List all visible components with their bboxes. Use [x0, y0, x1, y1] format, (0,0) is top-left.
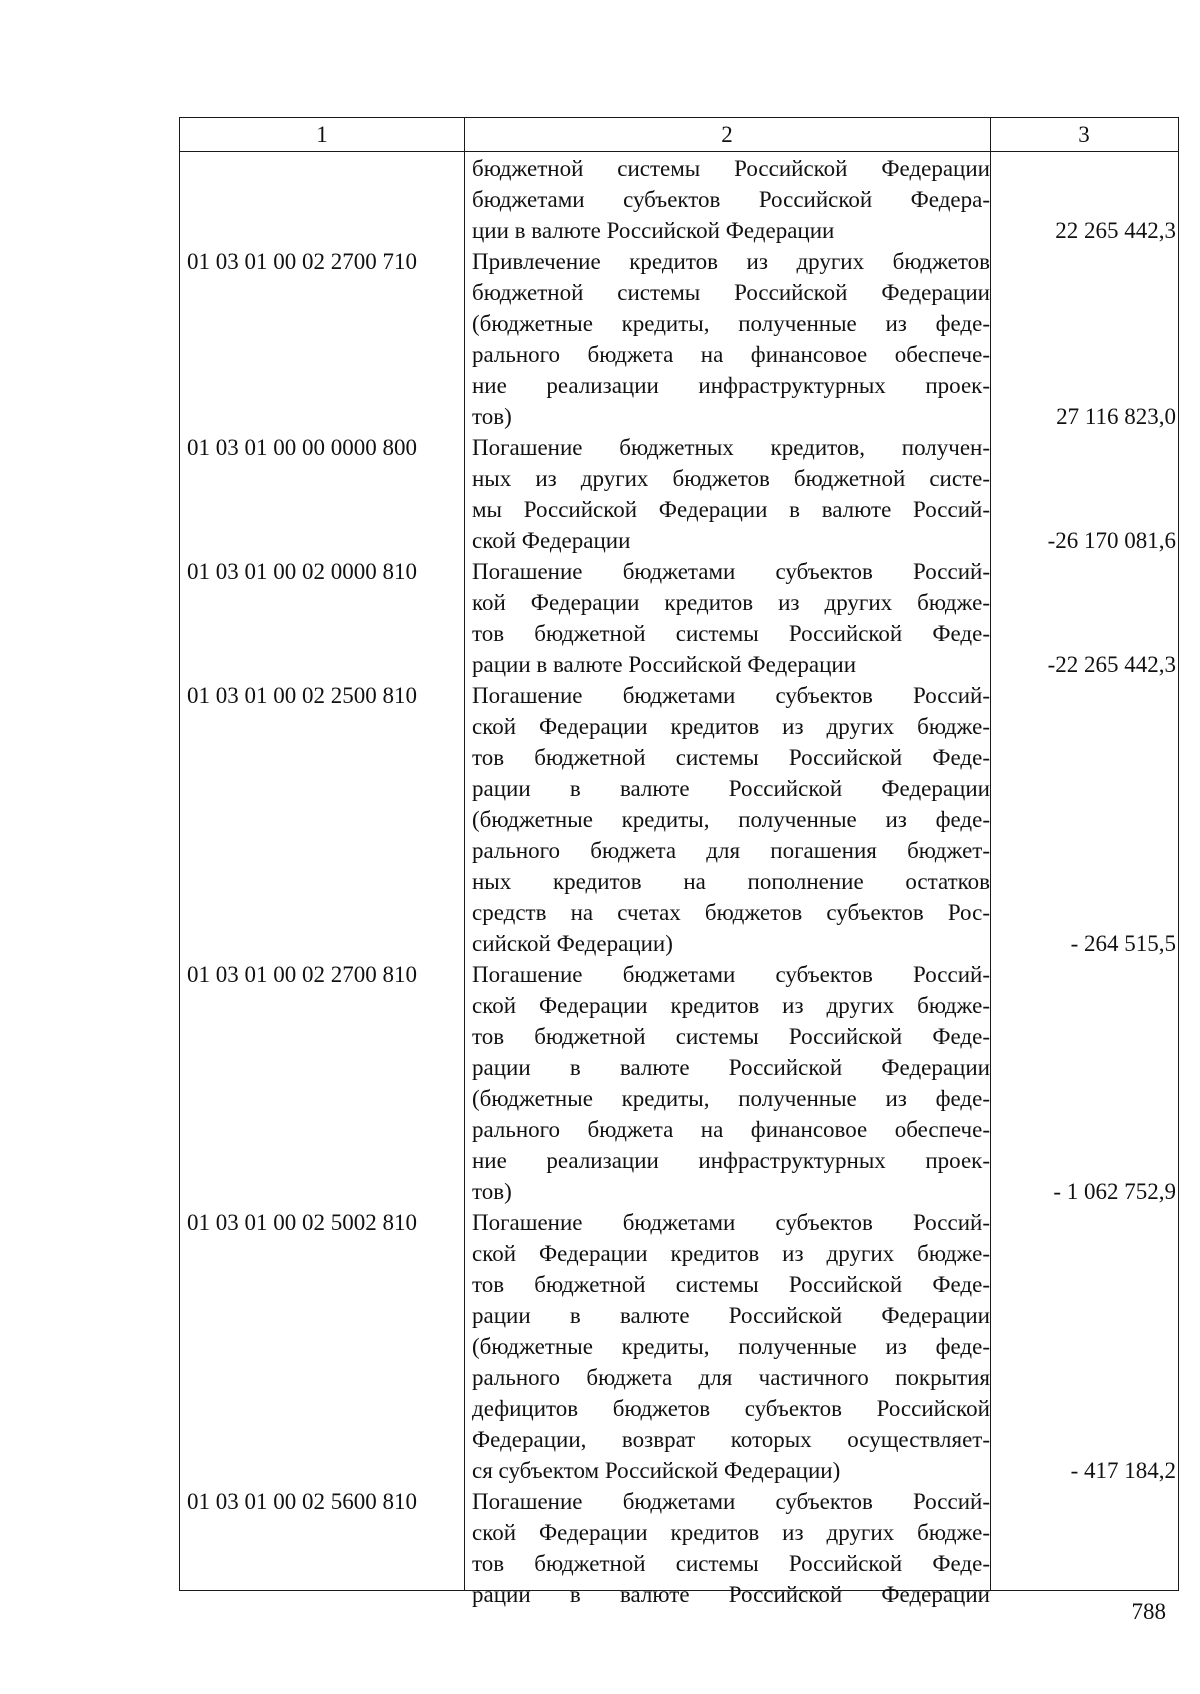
description-line: ние реализации инфраструктурных проек- — [472, 373, 990, 398]
description-line: Привлечение кредитов из других бюджетов — [472, 249, 990, 274]
description-line: рации в валюте Российской Федерации — [472, 1582, 990, 1607]
row-description — [472, 680, 990, 959]
description-line: бюджетами субъектов Российской Федера- — [472, 187, 990, 212]
description-line: рации в валюте Российской Федерации — [472, 776, 990, 801]
row-description — [472, 959, 990, 1207]
description-line: ся субъектом Российской Федерации) — [472, 1458, 841, 1483]
row-description — [472, 246, 990, 432]
header-col-2: 2 — [721, 122, 733, 147]
header-col-3: 3 — [1078, 122, 1090, 147]
table-header-row — [180, 118, 1178, 152]
page-number: 788 — [1131, 1599, 1166, 1624]
header-col-1: 1 — [316, 122, 328, 147]
description-line: (бюджетные кредиты, полученные из феде- — [472, 1086, 990, 1111]
description-line: (бюджетные кредиты, полученные из феде- — [472, 807, 990, 832]
description-line: кой Федерации кредитов из других бюдже- — [472, 590, 990, 615]
amount: - 1 062 752,9 — [1053, 1179, 1176, 1204]
description-line: тов бюджетной системы Российской Феде- — [472, 1272, 990, 1297]
description-line: рального бюджета на финансовое обеспече- — [472, 1117, 990, 1142]
amount: - 264 515,5 — [1070, 931, 1176, 956]
description-line: тов бюджетной системы Российской Феде- — [472, 745, 990, 770]
budget-code: 01 03 01 00 02 0000 810 — [187, 559, 417, 584]
description-line: (бюджетные кредиты, полученные из феде- — [472, 311, 990, 336]
description-line: тов бюджетной системы Российской Феде- — [472, 1551, 990, 1576]
description-line: Погашение бюджетами субъектов Россий- — [472, 1210, 990, 1235]
amount: -22 265 442,3 — [1047, 652, 1176, 677]
description-line: тов) — [472, 1179, 512, 1204]
row-description — [472, 153, 990, 246]
column-divider-2 — [990, 118, 991, 1590]
description-line: (бюджетные кредиты, полученные из феде- — [472, 1334, 990, 1359]
description-line: бюджетной системы Российской Федерации — [472, 156, 990, 181]
description-line: Погашение бюджетами субъектов Россий- — [472, 962, 990, 987]
description-line: ных из других бюджетов бюджетной систе- — [472, 466, 990, 491]
budget-code: 01 03 01 00 02 2700 710 — [187, 249, 417, 274]
description-line: ние реализации инфраструктурных проек- — [472, 1148, 990, 1173]
description-line: ской Федерации — [472, 528, 631, 553]
row-description — [472, 1207, 990, 1486]
amount: 27 116 823,0 — [1056, 404, 1176, 429]
description-line: ской Федерации кредитов из других бюдже- — [472, 1241, 990, 1266]
description-line: мы Российской Федерации в валюте Россий- — [472, 497, 990, 522]
description-line: рального бюджета на финансовое обеспече- — [472, 342, 990, 367]
description-line: сийской Федерации) — [472, 931, 673, 956]
description-line: дефицитов бюджетов субъектов Российской — [472, 1396, 990, 1421]
budget-table — [179, 117, 1179, 1607]
description-line: тов) — [472, 404, 512, 429]
budget-code: 01 03 01 00 02 5002 810 — [187, 1210, 417, 1235]
description-line: рального бюджета для погашения бюджет- — [472, 838, 990, 863]
description-line: Погашение бюджетами субъектов Россий- — [472, 559, 990, 584]
description-line: рации в валюте Российской Федерации — [472, 1055, 990, 1080]
description-line: бюджетной системы Российской Федерации — [472, 280, 990, 305]
description-line: тов бюджетной системы Российской Феде- — [472, 621, 990, 646]
budget-code: 01 03 01 00 00 0000 800 — [187, 435, 417, 460]
description-line: ской Федерации кредитов из других бюдже- — [472, 714, 990, 739]
description-line: ции в валюте Российской Федерации — [472, 218, 835, 243]
description-line: рации в валюте Российской Федерации — [472, 1303, 990, 1328]
description-line: ской Федерации кредитов из других бюдже- — [472, 1520, 990, 1545]
description-line: тов бюджетной системы Российской Феде- — [472, 1024, 990, 1049]
description-line: средств на счетах бюджетов субъектов Рос- — [472, 900, 990, 925]
description-line: Погашение бюджетных кредитов, получен- — [472, 435, 990, 460]
row-description — [472, 432, 990, 556]
description-line: ных кредитов на пополнение остатков — [472, 869, 990, 894]
amount: - 417 184,2 — [1070, 1458, 1176, 1483]
row-description — [472, 1486, 990, 1610]
budget-code: 01 03 01 00 02 2700 810 — [187, 962, 417, 987]
description-line: рального бюджета для частичного покрытия — [472, 1365, 990, 1390]
description-line: рации в валюте Российской Федерации — [472, 652, 857, 677]
description-line: ской Федерации кредитов из других бюдже- — [472, 993, 990, 1018]
row-description — [472, 556, 990, 680]
description-line: Погашение бюджетами субъектов Россий- — [472, 1489, 990, 1514]
description-line: Федерации, возврат которых осуществляет- — [472, 1427, 990, 1452]
description-line: Погашение бюджетами субъектов Россий- — [472, 683, 990, 708]
budget-code: 01 03 01 00 02 2500 810 — [187, 683, 417, 708]
amount: -26 170 081,6 — [1047, 528, 1176, 553]
budget-code: 01 03 01 00 02 5600 810 — [187, 1489, 417, 1514]
amount: 22 265 442,3 — [1055, 218, 1176, 243]
column-divider-1 — [464, 118, 465, 1590]
